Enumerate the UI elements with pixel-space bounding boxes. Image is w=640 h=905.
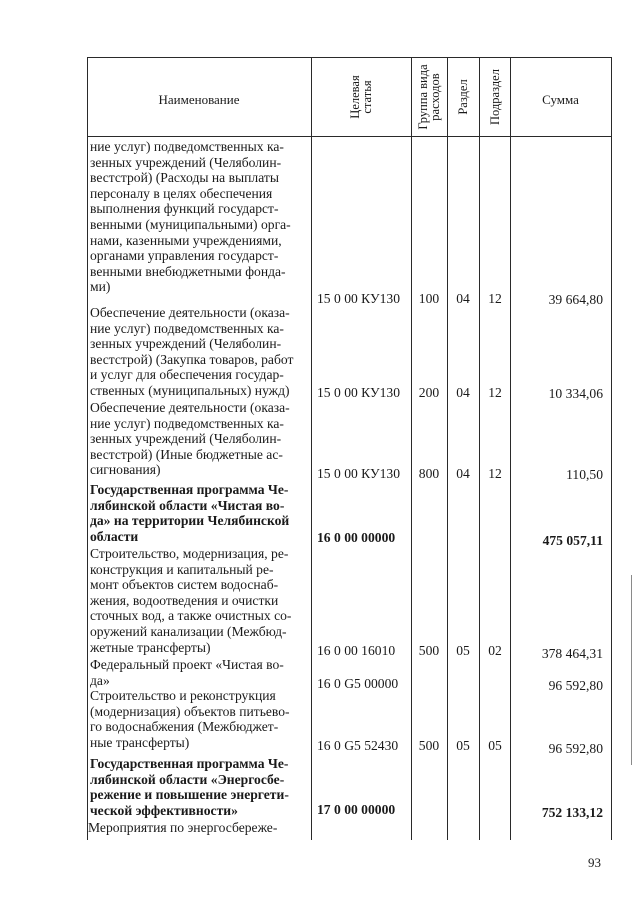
row-7-code: 16 0 G5 52430 xyxy=(317,738,399,753)
scan-edge-mark xyxy=(631,575,632,765)
row-7-name: Строительство и реконструкция (модернизация) объектов питьево- го водоснабжения (Межбюджет- ные трансферты) xyxy=(90,688,290,750)
header-subsection: Подраздел xyxy=(488,69,502,125)
row-7-sum: 96 592,80 xyxy=(548,741,603,756)
row-5-subsection: 02 xyxy=(488,643,502,658)
row-8-name: Государственная программа Че- лябинской области «Энергосбе- режение и повышение энергети- ческой эффективности» xyxy=(90,756,289,818)
row-5-sum: 378 464,31 xyxy=(541,646,603,661)
row-1-group: 100 xyxy=(418,291,440,306)
row-5-group: 500 xyxy=(418,643,440,658)
row-1-code: 15 0 00 КУ130 xyxy=(317,291,400,306)
header-name: Наименование xyxy=(158,92,240,107)
header-sum: Сумма xyxy=(542,92,579,107)
row-5-code: 16 0 00 16010 xyxy=(317,643,396,658)
row-2-group: 200 xyxy=(418,385,440,400)
row-2-sum: 10 334,06 xyxy=(548,386,603,401)
row-3-code: 15 0 00 КУ130 xyxy=(317,466,400,481)
row-9-name: Мероприятия по энергосбереже- xyxy=(88,820,278,835)
row-7-section: 05 xyxy=(456,738,470,753)
row-3-subsection: 12 xyxy=(488,466,502,481)
row-4-sum: 475 057,11 xyxy=(542,533,603,548)
row-7-subsection: 05 xyxy=(488,738,502,753)
row-2-subsection: 12 xyxy=(488,385,502,400)
row-2-code: 15 0 00 КУ130 xyxy=(317,385,400,400)
row-3-group: 800 xyxy=(418,466,440,481)
row-2-section: 04 xyxy=(456,385,470,400)
page-number: 93 xyxy=(588,855,601,870)
row-1-subsection: 12 xyxy=(488,291,502,306)
row-4-code: 16 0 00 00000 xyxy=(317,530,396,545)
row-3-section: 04 xyxy=(456,466,470,481)
row-1-section: 04 xyxy=(456,291,470,306)
row-6-name: Федеральный проект «Чистая во- да» xyxy=(90,657,284,688)
row-5-section: 05 xyxy=(456,643,470,658)
row-7-group: 500 xyxy=(418,738,440,753)
row-8-code: 17 0 00 00000 xyxy=(317,802,396,817)
row-1-sum: 39 664,80 xyxy=(548,292,603,307)
row-6-code: 16 0 G5 00000 xyxy=(317,676,399,691)
row-4-name: Государственная программа Че- лябинской области «Чистая во- да» на территории Челябинской области xyxy=(90,482,290,544)
row-5-name: Строительство, модернизация, ре- конструкция и капитальный ре- монт объектов систем водоснаб- жения, водоотведения и очистки сточных вод, а также очистных со- оружений канализации (Межбюд- жетные трансферты) xyxy=(90,546,292,655)
header-expense-group: Группа вида расходов xyxy=(416,64,442,130)
row-3-sum: 110,50 xyxy=(566,467,603,482)
row-6-sum: 96 592,80 xyxy=(548,678,603,693)
row-3-name: Обеспечение деятельности (оказа- ние услуг) подведомственных ка- зенных учреждений (Челяболин- вестстрой) (Иные бюджетные ас- сигнования) xyxy=(90,400,290,478)
header-section: Раздел xyxy=(456,79,470,115)
row-8-sum: 752 133,12 xyxy=(541,805,603,820)
row-2-name: Обеспечение деятельности (оказа- ние услуг) подведомственных ка- зенных учреждений (Челяболин- вестстрой) (Закупка товаров, работ и услуг для обеспечения государ- ственных (муниципальных) нужд) xyxy=(90,305,294,398)
header-target-article: Целевая статья xyxy=(348,75,374,119)
row-1-name: ние услуг) подведомственных ка- зенных учреждений (Челяболин- вестстрой) (Расходы на выплаты персоналу в целях обеспечения выполнения функций государст- венными (муниципальными) орга- нами, казенными учреждениями, органами управления государст- венными внебюджетными фонда- ми) xyxy=(90,139,291,295)
